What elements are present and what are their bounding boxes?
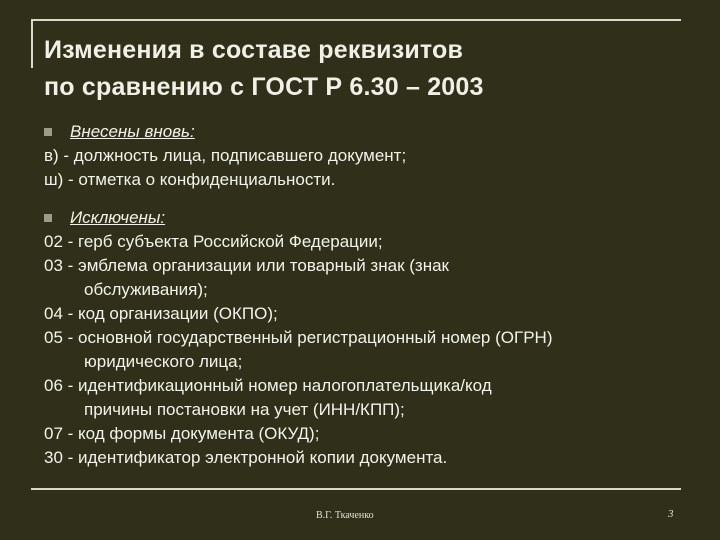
footer-author: В.Г. Ткаченко [316, 510, 374, 521]
list-item-continuation: обслуживания); [84, 280, 208, 299]
list-item-continuation: причины постановки на учет (ИНН/КПП); [84, 400, 405, 419]
frame-top-rule [31, 19, 681, 21]
list-item: 07 - код формы документа (ОКУД); [44, 424, 320, 443]
title-line-1: Изменения в составе реквизитов [44, 36, 464, 64]
section-heading: Исключены: [70, 208, 166, 227]
slide-title [44, 32, 664, 106]
list-item: 04 - код организации (ОКПО); [44, 304, 278, 323]
title-line-2: по сравнению с ГОСТ Р 6.30 – 2003 [44, 73, 484, 101]
list-item: в) - должность лица, подписавшего документ; [44, 146, 407, 165]
list-item: 05 - основной государственный регистрационный номер (ОГРН) [44, 328, 553, 347]
list-item: 30 - идентификатор электронной копии документа. [44, 448, 448, 467]
frame-left-rule [31, 19, 33, 68]
square-bullet-icon [44, 214, 52, 222]
list-item-continuation: юридического лица; [84, 352, 243, 371]
section-heading-row [44, 120, 704, 144]
list-item: 03 - эмблема организации или товарный знак (знак [44, 256, 449, 275]
page-number: 3 [668, 508, 674, 520]
list-item: ш) - отметка о конфиденциальности. [44, 170, 336, 189]
section-heading: Внесены вновь: [70, 122, 195, 141]
frame-bottom-rule [31, 488, 681, 490]
section-heading-row [44, 206, 704, 230]
list-item: 06 - идентификационный номер налогоплательщика/код [44, 376, 492, 395]
list-item: 02 - герб субъекта Российской Федерации; [44, 232, 383, 251]
section-added [44, 120, 704, 192]
square-bullet-icon [44, 128, 52, 136]
section-removed [44, 206, 704, 470]
